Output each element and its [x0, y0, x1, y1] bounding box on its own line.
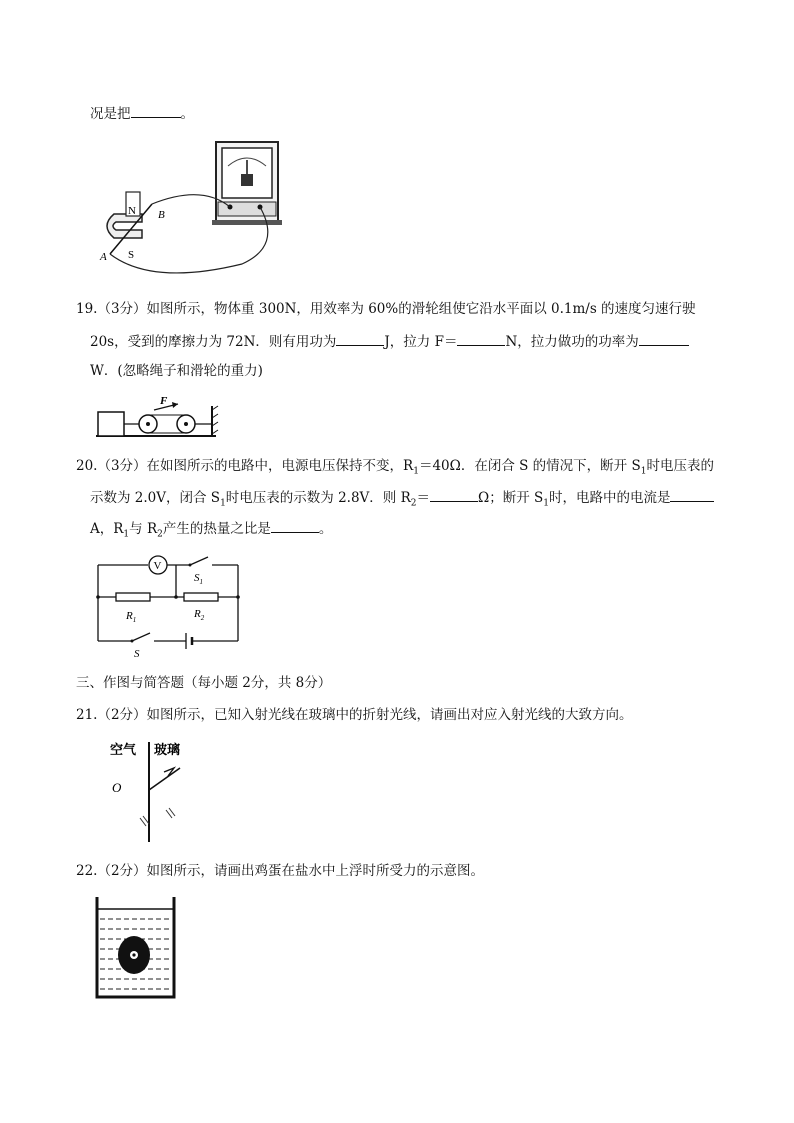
switch-s1: [190, 557, 208, 565]
q21-text: 21.（2分）如图所示，已知入射光线在玻璃中的折射光线，请画出对应入射光线的大致方向。: [76, 707, 633, 723]
q19-blank-power[interactable]: [639, 332, 689, 346]
label-f: F: [160, 395, 168, 407]
label-a: A: [100, 251, 107, 263]
q19-blank-force[interactable]: [457, 332, 505, 346]
label-glass: 玻璃: [154, 743, 181, 758]
label-n: N: [128, 205, 136, 217]
label-b: B: [158, 209, 165, 221]
q21-figure: [108, 738, 200, 844]
q19-line1: 19.（3分）如图所示，物体重 300N，用效率为 60%的滑轮组使它沿水平面以 0.1m/s 的速度匀速行驶: [76, 301, 696, 317]
label-v: V: [153, 560, 162, 572]
q20-blank-r2[interactable]: [430, 488, 478, 502]
block-object: [98, 412, 124, 436]
q18-tail-line: 况是把 。: [90, 106, 194, 122]
q20-line2: 示数为 2.0V，闭合 $S_1$时电压表的示数为 2.8V．则 $R_2= \Omega$；断开 $S_1$时，电路中的电流是: [90, 488, 714, 513]
resistor-r1: [116, 593, 150, 601]
q19-figure: [96, 392, 222, 442]
galvanometer-mechanism: [241, 174, 253, 186]
q20-blank-heat-ratio[interactable]: [271, 519, 319, 533]
q22-figure: [94, 897, 178, 1001]
q19-blank-useful-work[interactable]: [336, 332, 384, 346]
q19-line3: W．(忽略绳子和滑轮的重力): [90, 363, 263, 379]
horseshoe-magnet: [107, 214, 142, 238]
q20-circuit-figure: [94, 553, 244, 661]
switch-s: [132, 633, 150, 641]
q20-line3: A，$R_1$与 $R_2$产生的热量之比是 。: [90, 521, 333, 540]
label-s1: $S_1$: [194, 572, 203, 586]
galvanometer-stand: [212, 220, 282, 225]
label-o: O: [112, 780, 122, 795]
label-r1: $R_1$: [126, 610, 137, 624]
resistor-r2: [184, 593, 218, 601]
label-r2: $R_2$: [194, 608, 205, 622]
q18-figure: [92, 136, 287, 286]
label-s: S: [128, 249, 135, 261]
label-air: 空气: [110, 743, 137, 758]
q18-answer-blank[interactable]: [131, 104, 181, 118]
q22-text: 22.（2分）如图所示，请画出鸡蛋在盐水中上浮时所受力的示意图。: [76, 863, 485, 879]
q19-line2: 20s，受到的摩擦力为 72N．则有用功为 J，拉力 F＝ N，拉力做功的功率为: [90, 332, 689, 351]
section-3-title: 三、作图与简答题（每小题 2分，共 8分）: [76, 675, 332, 691]
q20-blank-current[interactable]: [670, 488, 714, 502]
label-s: S: [134, 648, 140, 660]
q20-line1: 20.（3分）在如图所示的电路中，电源电压保持不变，$R_1=40\Omega$．在闭合 S 的情况下，断开 $S_1$时电压表的: [76, 458, 714, 477]
